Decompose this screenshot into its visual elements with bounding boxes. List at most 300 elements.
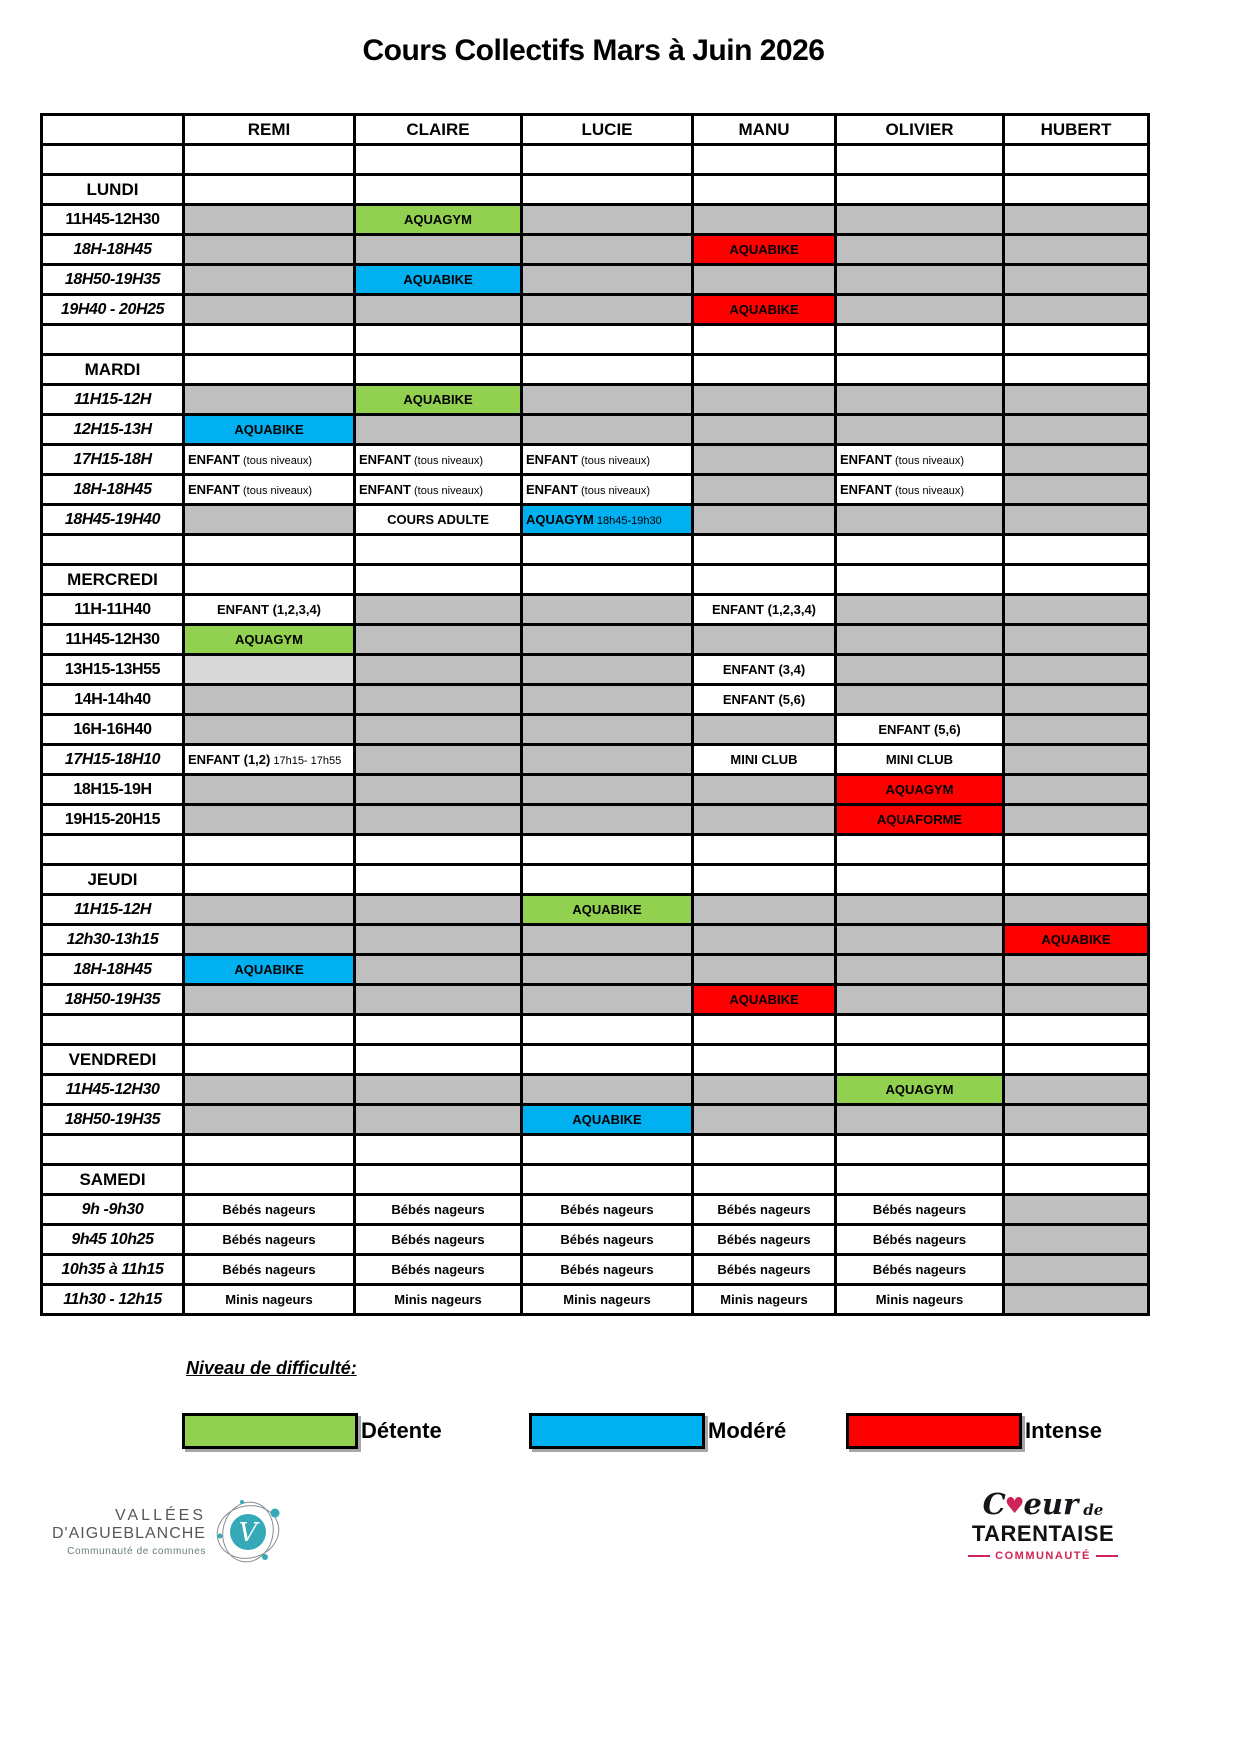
activity-label: Bébés nageurs <box>391 1231 485 1247</box>
coach-header-lucie: LUCIE <box>522 115 693 145</box>
schedule-cell <box>1004 205 1149 235</box>
dash-left <box>968 1555 990 1557</box>
time-label: 11H-11H40 <box>42 595 184 625</box>
schedule-cell <box>1004 1075 1149 1105</box>
schedule-cell <box>522 865 693 895</box>
schedule-cell <box>355 1285 522 1315</box>
activity-label: Bébés nageurs <box>222 1201 316 1217</box>
schedule-cell <box>1004 355 1149 385</box>
time-label: 18H50-19H35 <box>42 985 184 1015</box>
schedule-cell <box>693 535 836 565</box>
modere-color-swatch <box>529 1413 705 1449</box>
activity-label: Bébés nageurs <box>560 1231 654 1247</box>
activity-label: AQUAGYM <box>404 211 472 227</box>
schedule-body <box>42 115 1149 1315</box>
activity-label: Bébés nageurs <box>717 1261 811 1277</box>
schedule-cell <box>355 925 522 955</box>
activity-label: MINI CLUB <box>730 751 798 767</box>
schedule-cell <box>355 1225 522 1255</box>
activity-label: AQUABIKE <box>729 241 799 257</box>
page-title: Cours Collectifs Mars à Juin 2026 <box>362 34 825 67</box>
schedule-cell <box>693 625 836 655</box>
schedule-cell <box>355 1015 522 1045</box>
schedule-cell <box>184 535 355 565</box>
schedule-cell <box>836 1255 1004 1285</box>
schedule-cell <box>355 685 522 715</box>
logo-line-communaute-communes: Communauté de communes <box>67 1545 206 1557</box>
schedule-cell <box>1004 235 1149 265</box>
activity-sub-label: (tous niveaux) <box>243 454 313 467</box>
schedule-cell <box>355 895 522 925</box>
activity-label: ENFANT (1,2,3,4) <box>216 601 322 617</box>
activity-sub-label: 18h45-19h30 <box>596 514 662 527</box>
time-label: 19H40 - 20H25 <box>42 295 184 325</box>
schedule-cell <box>836 355 1004 385</box>
schedule-cell <box>355 595 522 625</box>
dash-right <box>1096 1555 1118 1557</box>
schedule-cell <box>693 805 836 835</box>
schedule-cell <box>1004 505 1149 535</box>
schedule-cell <box>184 1225 355 1255</box>
activity-label: AQUABIKE <box>572 901 642 917</box>
schedule-cell <box>1004 1225 1149 1255</box>
schedule-cell <box>355 805 522 835</box>
schedule-cell <box>522 355 693 385</box>
schedule-cell <box>184 1075 355 1105</box>
day-label: MERCREDI <box>42 565 184 595</box>
activity-label: AQUABIKE <box>729 991 799 1007</box>
schedule-cell <box>836 325 1004 355</box>
vallees-emblem-icon <box>212 1496 284 1568</box>
schedule-cell <box>1004 415 1149 445</box>
schedule-cell <box>693 745 836 775</box>
schedule-cell <box>355 445 522 475</box>
activity-label: AQUABIKE <box>234 421 304 437</box>
activity-label: AQUABIKE <box>403 391 473 407</box>
schedule-cell <box>522 655 693 685</box>
schedule-cell <box>522 505 693 535</box>
schedule-cell <box>355 175 522 205</box>
schedule-cell <box>693 175 836 205</box>
schedule-cell <box>693 445 836 475</box>
corner-cell <box>42 115 184 145</box>
schedule-cell <box>836 265 1004 295</box>
schedule-cell <box>184 235 355 265</box>
schedule-cell <box>1004 1105 1149 1135</box>
schedule-cell <box>522 415 693 445</box>
schedule-cell <box>1004 925 1149 955</box>
schedule-cell <box>184 175 355 205</box>
schedule-cell <box>355 145 522 175</box>
schedule-cell <box>836 235 1004 265</box>
time-label: 11h30 - 12h15 <box>42 1285 184 1315</box>
activity-label: Bébés nageurs <box>222 1231 316 1247</box>
schedule-cell <box>184 715 355 745</box>
activity-label: AQUABIKE <box>729 301 799 317</box>
schedule-cell <box>355 535 522 565</box>
schedule-cell <box>184 685 355 715</box>
schedule-cell <box>693 955 836 985</box>
activity-label: ENFANT <box>188 481 240 497</box>
logo-line-vallees: VALLÉES <box>115 1506 206 1524</box>
schedule-cell <box>693 1045 836 1075</box>
day-label: VENDREDI <box>42 1045 184 1075</box>
schedule-cell <box>1004 715 1149 745</box>
legend-heading: Niveau de difficulté: <box>186 1358 357 1378</box>
schedule-cell <box>355 1105 522 1135</box>
schedule-cell <box>522 925 693 955</box>
schedule-cell <box>693 1105 836 1135</box>
activity-sub-label: 17h15- 17h55 <box>273 754 342 767</box>
schedule-cell <box>693 595 836 625</box>
activity-label: ENFANT <box>188 451 240 467</box>
schedule-cell <box>836 625 1004 655</box>
schedule-cell <box>522 955 693 985</box>
schedule-cell <box>522 895 693 925</box>
schedule-cell <box>522 715 693 745</box>
schedule-cell <box>522 1075 693 1105</box>
schedule-cell <box>184 595 355 625</box>
schedule-cell <box>355 355 522 385</box>
activity-sub-label: (tous niveaux) <box>895 484 965 497</box>
time-label: 17H15-18H <box>42 445 184 475</box>
schedule-cell <box>522 805 693 835</box>
activity-label: Bébés nageurs <box>560 1261 654 1277</box>
schedule-cell <box>184 985 355 1015</box>
time-label: 17H15-18H10 <box>42 745 184 775</box>
schedule-cell <box>522 1285 693 1315</box>
schedule-cell <box>836 655 1004 685</box>
logo-script-coeur-de <box>958 1487 1128 1521</box>
time-label: 11H15-12H <box>42 895 184 925</box>
schedule-cell <box>355 955 522 985</box>
schedule-cell <box>1004 175 1149 205</box>
activity-label: Bébés nageurs <box>872 1261 967 1277</box>
schedule-cell <box>693 505 836 535</box>
activity-sub-label: (tous niveaux) <box>895 454 965 467</box>
schedule-cell <box>355 715 522 745</box>
schedule-cell <box>693 775 836 805</box>
schedule-cell <box>836 715 1004 745</box>
time-label: 18H15-19H <box>42 775 184 805</box>
schedule-cell <box>836 205 1004 235</box>
activity-label: Bébés nageurs <box>391 1261 485 1277</box>
legend-label: Intense <box>1025 1418 1103 1443</box>
activity-label: ENFANT (1,2) <box>188 751 271 767</box>
schedule-cell <box>693 565 836 595</box>
activity-label: Bébés nageurs <box>717 1201 811 1217</box>
schedule-cell <box>1004 775 1149 805</box>
activity-label: ENFANT (5,6) <box>878 721 961 737</box>
schedule-cell <box>836 1225 1004 1255</box>
schedule-cell <box>693 265 836 295</box>
schedule-cell <box>693 1135 836 1165</box>
time-label: 9h -9h30 <box>42 1195 184 1225</box>
schedule-cell <box>184 1015 355 1045</box>
schedule-cell <box>355 295 522 325</box>
time-label: 11H45-12H30 <box>42 625 184 655</box>
schedule-cell <box>355 1165 522 1195</box>
schedule-cell <box>522 535 693 565</box>
schedule-cell <box>355 265 522 295</box>
schedule-cell <box>355 1135 522 1165</box>
schedule-cell <box>184 1285 355 1315</box>
schedule-cell <box>836 985 1004 1015</box>
time-label: 18H45-19H40 <box>42 505 184 535</box>
schedule-cell <box>693 295 836 325</box>
logo-line-aigueblanche: D'AIGUEBLANCHE <box>52 1525 206 1543</box>
schedule-cell <box>693 925 836 955</box>
schedule-cell <box>184 145 355 175</box>
schedule-cell <box>522 1165 693 1195</box>
activity-label: ENFANT (5,6) <box>722 691 806 707</box>
activity-sub-label: (tous niveaux) <box>581 454 651 467</box>
schedule-cell <box>1004 475 1149 505</box>
day-label: JEUDI <box>42 865 184 895</box>
schedule-cell <box>522 235 693 265</box>
schedule-cell <box>184 775 355 805</box>
schedule-cell <box>355 475 522 505</box>
day-label: MARDI <box>42 355 184 385</box>
activity-label: AQUAGYM <box>885 1081 954 1097</box>
schedule-cell <box>1004 1165 1149 1195</box>
schedule-cell <box>184 1255 355 1285</box>
activity-label: AQUABIKE <box>1041 931 1111 947</box>
schedule-cell <box>836 595 1004 625</box>
time-label: 14H-14h40 <box>42 685 184 715</box>
schedule-cell <box>184 835 355 865</box>
schedule-cell <box>184 955 355 985</box>
schedule-cell <box>693 1075 836 1105</box>
schedule-cell <box>184 1165 355 1195</box>
schedule-cell <box>522 175 693 205</box>
schedule-cell <box>693 415 836 445</box>
schedule-cell <box>693 235 836 265</box>
spacer-cell <box>42 1015 184 1045</box>
schedule-cell <box>184 325 355 355</box>
schedule-cell <box>522 1225 693 1255</box>
schedule-cell <box>1004 1285 1149 1315</box>
schedule-cell <box>693 1285 836 1315</box>
activity-label: AQUABIKE <box>234 961 304 977</box>
schedule-cell <box>836 865 1004 895</box>
schedule-cell <box>522 295 693 325</box>
schedule-cell <box>693 475 836 505</box>
schedule-cell <box>355 655 522 685</box>
schedule-cell <box>836 505 1004 535</box>
activity-label: ENFANT <box>359 481 411 497</box>
schedule-cell <box>355 775 522 805</box>
schedule-cell <box>184 475 355 505</box>
schedule-cell <box>836 895 1004 925</box>
schedule-cell <box>522 565 693 595</box>
schedule-cell <box>1004 1045 1149 1075</box>
coach-header-olivier: OLIVIER <box>836 115 1004 145</box>
schedule-cell <box>184 625 355 655</box>
schedule-cell <box>184 355 355 385</box>
schedule-cell <box>355 865 522 895</box>
activity-label: Bébés nageurs <box>872 1231 967 1247</box>
schedule-cell <box>184 895 355 925</box>
activity-label: Minis nageurs <box>875 1291 964 1307</box>
time-label: 13H15-13H55 <box>42 655 184 685</box>
schedule-cell <box>522 475 693 505</box>
schedule-cell <box>522 325 693 355</box>
intense-color-swatch <box>846 1413 1022 1449</box>
activity-label: COURS ADULTE <box>387 511 489 527</box>
schedule-cell <box>522 265 693 295</box>
activity-label: Minis nageurs <box>720 1291 808 1307</box>
schedule-cell <box>836 835 1004 865</box>
schedule-cell <box>522 775 693 805</box>
schedule-cell <box>522 385 693 415</box>
activity-label: Minis nageurs <box>225 1291 313 1307</box>
schedule-cell <box>693 1225 836 1255</box>
schedule-cell <box>836 685 1004 715</box>
activity-label: ENFANT <box>359 451 411 467</box>
schedule-cell <box>355 235 522 265</box>
schedule-cell <box>1004 1015 1149 1045</box>
heart-icon: ♥ <box>1004 1493 1025 1519</box>
schedule-cell <box>836 475 1004 505</box>
schedule-cell <box>184 805 355 835</box>
schedule-cell <box>1004 625 1149 655</box>
time-label: 11H15-12H <box>42 385 184 415</box>
schedule-cell <box>184 925 355 955</box>
schedule-cell <box>836 1075 1004 1105</box>
time-label: 9h45 10h25 <box>42 1225 184 1255</box>
schedule-cell <box>1004 265 1149 295</box>
schedule-cell <box>355 1255 522 1285</box>
schedule-cell <box>693 385 836 415</box>
legend-item-detente <box>182 1413 442 1449</box>
activity-label: ENFANT <box>840 481 892 497</box>
spacer-cell <box>42 835 184 865</box>
activity-label: Minis nageurs <box>563 1291 651 1307</box>
time-label: 19H15-20H15 <box>42 805 184 835</box>
activity-label: ENFANT <box>526 451 578 467</box>
activity-label: AQUAGYM <box>235 631 303 647</box>
schedule-cell <box>1004 1135 1149 1165</box>
schedule-cell <box>1004 895 1149 925</box>
schedule-cell <box>836 415 1004 445</box>
schedule-cell <box>836 145 1004 175</box>
schedule-cell <box>836 955 1004 985</box>
schedule-cell <box>522 625 693 655</box>
time-label: 11H45-12H30 <box>42 1075 184 1105</box>
schedule-cell <box>355 1075 522 1105</box>
schedule-cell <box>693 985 836 1015</box>
schedule-cell <box>355 835 522 865</box>
activity-label: Bébés nageurs <box>222 1261 316 1277</box>
time-label: 10h35 à 11h15 <box>42 1255 184 1285</box>
schedule-cell <box>1004 805 1149 835</box>
coach-header-hubert: HUBERT <box>1004 115 1149 145</box>
time-label: 18H-18H45 <box>42 475 184 505</box>
activity-label: AQUAFORME <box>876 811 963 827</box>
schedule-cell <box>836 175 1004 205</box>
schedule-cell <box>184 865 355 895</box>
schedule-cell <box>355 1195 522 1225</box>
schedule-cell <box>522 145 693 175</box>
schedule-cell <box>522 1135 693 1165</box>
schedule-cell <box>522 445 693 475</box>
time-label: 18H-18H45 <box>42 235 184 265</box>
legend-label: Détente <box>361 1418 442 1443</box>
activity-sub-label: (tous niveaux) <box>414 484 484 497</box>
schedule-cell <box>836 805 1004 835</box>
schedule-cell <box>184 1195 355 1225</box>
schedule-cell <box>693 355 836 385</box>
schedule-cell <box>693 655 836 685</box>
script-de: de <box>1083 1501 1104 1519</box>
schedule-cell <box>1004 1195 1149 1225</box>
schedule-cell <box>836 1165 1004 1195</box>
schedule-cell <box>1004 565 1149 595</box>
schedule-cell <box>1004 295 1149 325</box>
activity-sub-label: (tous niveaux) <box>243 484 313 497</box>
time-label: 11H45-12H30 <box>42 205 184 235</box>
script-eur: eur <box>1023 1487 1079 1521</box>
schedule-cell <box>1004 835 1149 865</box>
activity-label: ENFANT <box>840 451 892 467</box>
schedule-cell <box>693 895 836 925</box>
activity-label: AQUABIKE <box>403 271 473 287</box>
activity-sub-label: (tous niveaux) <box>581 484 651 497</box>
coach-header-remi: REMI <box>184 115 355 145</box>
schedule-cell <box>522 1015 693 1045</box>
schedule-cell <box>355 745 522 775</box>
spacer-cell <box>42 145 184 175</box>
time-label: 18H50-19H35 <box>42 265 184 295</box>
schedule-cell <box>693 685 836 715</box>
coach-header-claire: CLAIRE <box>355 115 522 145</box>
schedule-cell <box>836 1105 1004 1135</box>
activity-label: AQUAGYM <box>885 781 954 797</box>
schedule-cell <box>836 295 1004 325</box>
schedule-cell <box>1004 745 1149 775</box>
schedule-cell <box>184 1105 355 1135</box>
legend-label: Modéré <box>708 1418 787 1443</box>
schedule-cell <box>355 325 522 355</box>
schedule-cell <box>522 595 693 625</box>
schedule-cell <box>836 745 1004 775</box>
schedule-cell <box>693 865 836 895</box>
schedule-cell <box>184 1135 355 1165</box>
schedule-cell <box>693 1165 836 1195</box>
schedule-cell <box>1004 595 1149 625</box>
logo-communaute <box>958 1550 1128 1562</box>
schedule-cell <box>184 565 355 595</box>
activity-label: Bébés nageurs <box>391 1201 485 1217</box>
schedule-cell <box>355 385 522 415</box>
svg-text:V: V <box>238 1518 258 1548</box>
vallees-aigueblanche-logo <box>52 1496 284 1568</box>
schedule-cell <box>522 745 693 775</box>
schedule-cell <box>184 745 355 775</box>
schedule-cell <box>184 655 355 685</box>
activity-label: Bébés nageurs <box>717 1231 811 1247</box>
day-label: LUNDI <box>42 175 184 205</box>
schedule-cell <box>522 1255 693 1285</box>
activity-label: ENFANT <box>526 481 578 497</box>
activity-label: AQUAGYM <box>526 511 594 527</box>
schedule-cell <box>1004 655 1149 685</box>
schedule-cell <box>522 205 693 235</box>
schedule-cell <box>355 985 522 1015</box>
schedule-cell <box>184 1045 355 1075</box>
schedule-cell <box>1004 325 1149 355</box>
